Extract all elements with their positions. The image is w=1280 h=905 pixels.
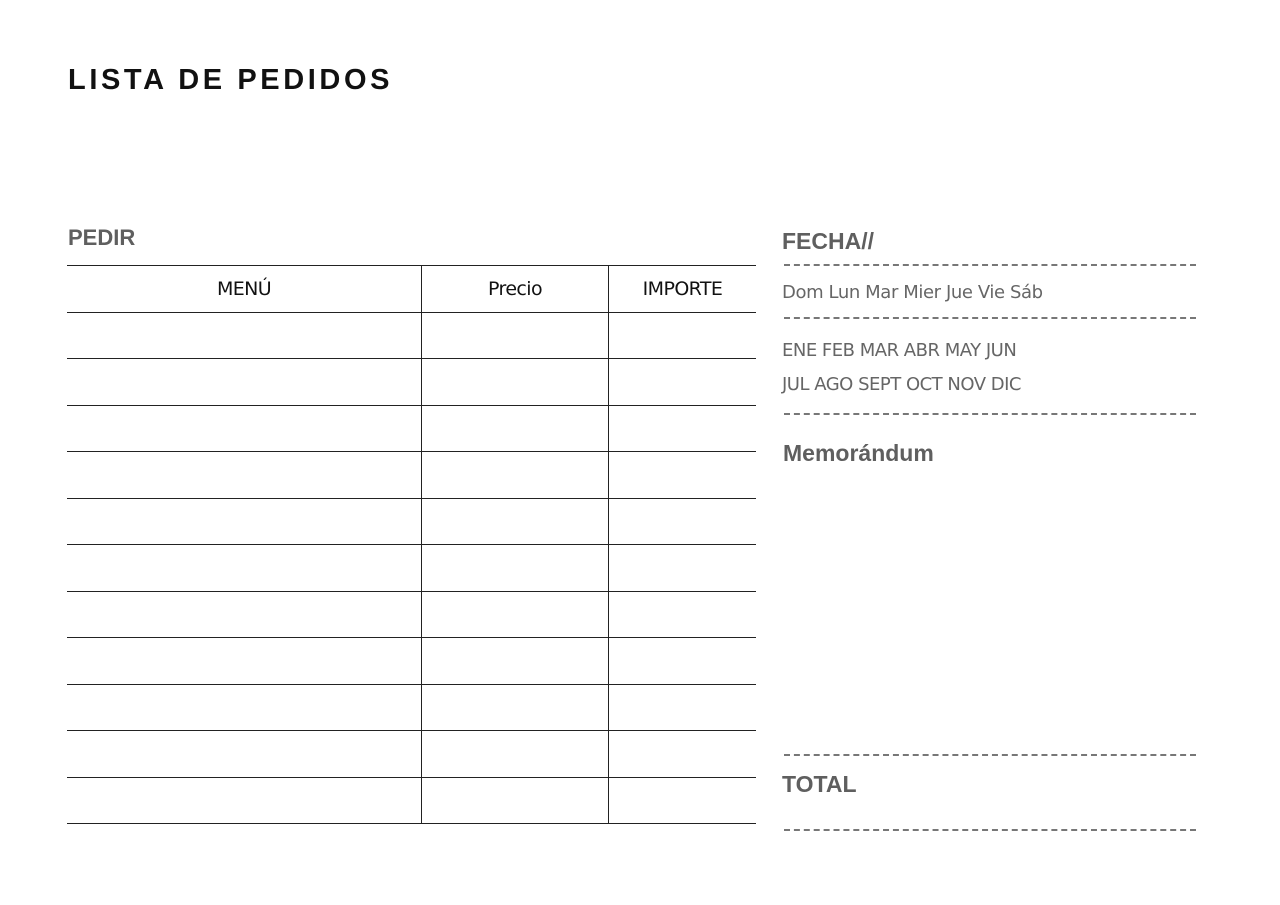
precio-cell[interactable] (422, 359, 609, 406)
table-header-row (67, 266, 756, 313)
precio-cell[interactable] (422, 731, 609, 778)
importe-cell[interactable] (609, 312, 757, 359)
order-section-label: PEDIR (68, 225, 136, 250)
column-header-precio: Precio (422, 266, 609, 313)
menu-cell[interactable] (67, 777, 422, 824)
menu-cell[interactable] (67, 405, 422, 452)
table-row (67, 731, 756, 778)
importe-cell[interactable] (609, 359, 757, 406)
importe-cell[interactable] (609, 498, 757, 545)
table-row (67, 591, 756, 638)
importe-cell[interactable] (609, 452, 757, 499)
table-row (67, 777, 756, 824)
precio-cell[interactable] (422, 545, 609, 592)
precio-cell[interactable] (422, 638, 609, 685)
importe-cell[interactable] (609, 638, 757, 685)
precio-cell[interactable] (422, 452, 609, 499)
table-row (67, 545, 756, 592)
month-options-row-1[interactable]: ENE FEB MAR ABR MAY JUN (782, 340, 1017, 361)
table-row (67, 405, 756, 452)
precio-cell[interactable] (422, 498, 609, 545)
column-header-menu: MENÚ (67, 266, 422, 313)
dashed-divider (784, 754, 1196, 756)
month-options-row-2[interactable]: JUL AGO SEPT OCT NOV DIC (782, 374, 1021, 395)
precio-cell[interactable] (422, 312, 609, 359)
total-value-line[interactable] (784, 829, 1196, 831)
memo-field[interactable] (782, 475, 1196, 745)
table-row (67, 452, 756, 499)
dashed-divider (784, 317, 1196, 319)
menu-cell[interactable] (67, 545, 422, 592)
menu-cell[interactable] (67, 684, 422, 731)
page-title: LISTA DE PEDIDOS (68, 64, 394, 96)
menu-cell[interactable] (67, 638, 422, 685)
dashed-divider (784, 264, 1196, 266)
memo-label: Memorándum (783, 440, 934, 466)
precio-cell[interactable] (422, 591, 609, 638)
importe-cell[interactable] (609, 777, 757, 824)
precio-cell[interactable] (422, 777, 609, 824)
menu-cell[interactable] (67, 312, 422, 359)
importe-cell[interactable] (609, 405, 757, 452)
precio-cell[interactable] (422, 684, 609, 731)
table-row (67, 684, 756, 731)
total-label: TOTAL (782, 771, 857, 797)
importe-cell[interactable] (609, 731, 757, 778)
date-label: FECHA// (782, 228, 874, 254)
table-row (67, 638, 756, 685)
column-header-importe: IMPORTE (609, 266, 757, 313)
menu-cell[interactable] (67, 359, 422, 406)
order-table (67, 265, 756, 824)
weekday-options[interactable]: Dom Lun Mar Mier Jue Vie Sáb (782, 282, 1043, 303)
menu-cell[interactable] (67, 452, 422, 499)
importe-cell[interactable] (609, 545, 757, 592)
importe-cell[interactable] (609, 684, 757, 731)
table-row (67, 359, 756, 406)
table-row (67, 498, 756, 545)
importe-cell[interactable] (609, 591, 757, 638)
menu-cell[interactable] (67, 731, 422, 778)
menu-cell[interactable] (67, 498, 422, 545)
dashed-divider (784, 413, 1196, 415)
menu-cell[interactable] (67, 591, 422, 638)
table-row (67, 312, 756, 359)
precio-cell[interactable] (422, 405, 609, 452)
